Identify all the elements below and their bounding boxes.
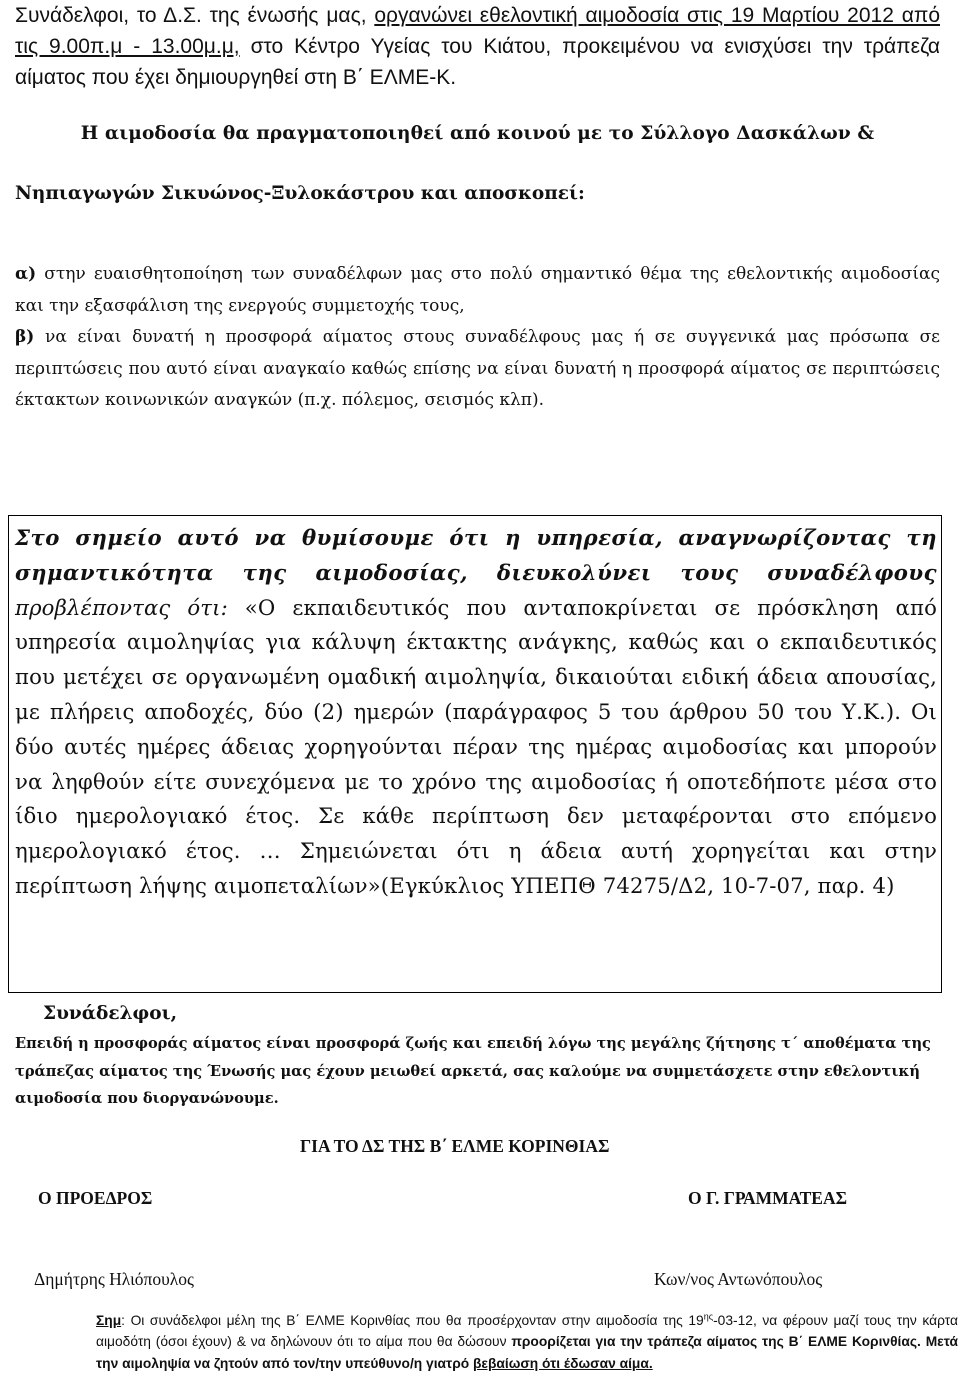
legal-notice-emphasis: Στο σημείο αυτό να θυμίσουμε ότι η υπηρεσία, αναγνωρίζοντας τη σημαντικότητα της αιμοδοσίας, διευκολύνει τους συναδέλφους [15,525,937,585]
location-text: στο Κέντρο Υγείας του Κιάτου, προκειμένου να ενισχύσει την τράπεζα αίματος που έχει δημιουργηθεί στη Β΄ ΕΛΜΕ-Κ. [15,35,941,89]
legal-notice-body: «Ο εκπαιδευτικός που ανταποκρίνεται σε πρόσκληση από υπηρεσία αιμοληψίας για κάλυψη έκτακτης ανάγκης, καθώς και ο εκπαιδευτικός που μετέχει σε οργανωμένη ομαδική αιμοληψία, δικαιούται ειδική άδεια απουσίας, με πλήρεις αποδοχές, δύο (2) ημερών (παράγραφος 5 του άρθρου 50 του Υ.Κ.). Οι δύο αυτές ημέρες άδειας χορηγούνται πέραν της ημέρας αιμοδοσίας και μπορούν να ληφθούν είτε συνεχόμενα με το χρόνο της αιμοδοσίας ή οποτεδήποτε μέσα στο ίδιο ημερολογιακό έτος. Σε κάθε περίπτωση δεν μεταφέρονται στο επόμενο ημερολογιακό έτος. … Σημειώνεται ότι η άδεια αυτή χορηγείται και στην περίπτωση λήψης αιμοπεταλίων»(Εγκύκλιος ΥΠΕΠΘ 74275/Δ2, 10-7-07, παρ. 4) [15,594,937,898]
footnote-bold-underlined: βεβαίωση ότι έδωσαν αίμα. [473,1355,653,1371]
goal-b-text: να είναι δυνατή η προσφορά αίματος στους συναδέλφους μας ή σε συγγενικά μας πρόσωπα σε περιπτώσεις που αυτό είναι αναγκαίο καθώς επίσης να είναι δυνατή η προσφορά αίματος σε περιπτώσεις έκτακτων κοινωνικών αναγκών (π.χ. πόλεμος, σεισμός κλπ). [15,327,940,411]
announcement-paragraph [15,0,940,93]
salutation: Συνάδελφοι, [43,1003,178,1024]
footnote-text-1: : Οι συνάδελφοι μέλη της Β΄ ΕΛΜΕ Κορινθίας που θα προσέρχονταν στην αιμοδοσία της 19 [121,1313,704,1328]
president-title: Ο ΠΡΟΕΔΡΟΣ [38,1188,153,1208]
footnote-label: Σημ [96,1313,122,1328]
board-heading: ΓΙΑ ΤΟ ΔΣ ΤΗΣ Β΄ ΕΛΜΕ ΚΟΡΙΝΘΙΑΣ [300,1136,610,1156]
footnote [96,1310,958,1374]
goal-b-label: β) [15,327,35,348]
legal-notice-italic: προβλέποντας ότι: [15,594,228,620]
footnote-superscript: ης [703,1311,714,1322]
cooperation-line-1: Η αιμοδοσία θα πραγματοποιηθεί από κοινού με το Σύλλογο Δασκάλων & [80,123,875,144]
goals-paragraph [15,259,940,417]
appeal-paragraph: Επειδή η προσφοράς αίματος είναι προσφορά ζωής και επειδή λόγω της μεγάλης ζήτησης τ΄ αποθέματα της τράπεζας αίματος της Ένωσής μας έχουν μειωθεί αρκετά, σας καλούμε να συμμετάσχετε στην εθελοντική αιμοδοσία που διοργανώνουμε. [15,1035,931,1107]
footnote-bold: προορίζεται για την τράπεζα αίματος της Β΄ ΕΛΜΕ Κορινθίας. Μετά την αιμοληψία να ζητούν από τον/την υπεύθυνο/η γιατρό [96,1334,958,1371]
intro-text: Συνάδελφοι, το Δ.Σ. της ένωσής μας, [15,4,375,27]
legal-notice-text [15,521,937,904]
secretary-name: Κων/νος Αντωνόπουλος [654,1269,823,1289]
goal-a-label: α) [15,264,37,284]
cooperation-line-2: Νηπιαγωγών Σικυώνος-Ξυλοκάστρου και αποσκοπεί: [15,183,585,204]
footnote-text-2: -03-12, να φέρουν μαζί τους την κάρτα αιμοδότη (όσοι έχουν) & να δηλώνουν ότι το αίμα που θα δώσουν [96,1313,958,1350]
goal-a-text: στην ευαισθητοποίηση των συναδέλφων μας στο πολύ σημαντικό θέμα της εθελοντικής αιμοδοσίας και την εξασφάλιση της ενεργούς συμμετοχής τους, [15,264,940,316]
secretary-title: Ο Γ. ΓΡΑΜΜΑΤΕΑΣ [688,1188,848,1208]
president-name: Δημήτρης Ηλιόπουλος [34,1269,194,1289]
event-date-text: οργανώνει εθελοντική αιμοδοσία στις 19 Μαρτίου 2012 από τις 9.00π.μ - 13.00μ.μ, [15,4,940,58]
